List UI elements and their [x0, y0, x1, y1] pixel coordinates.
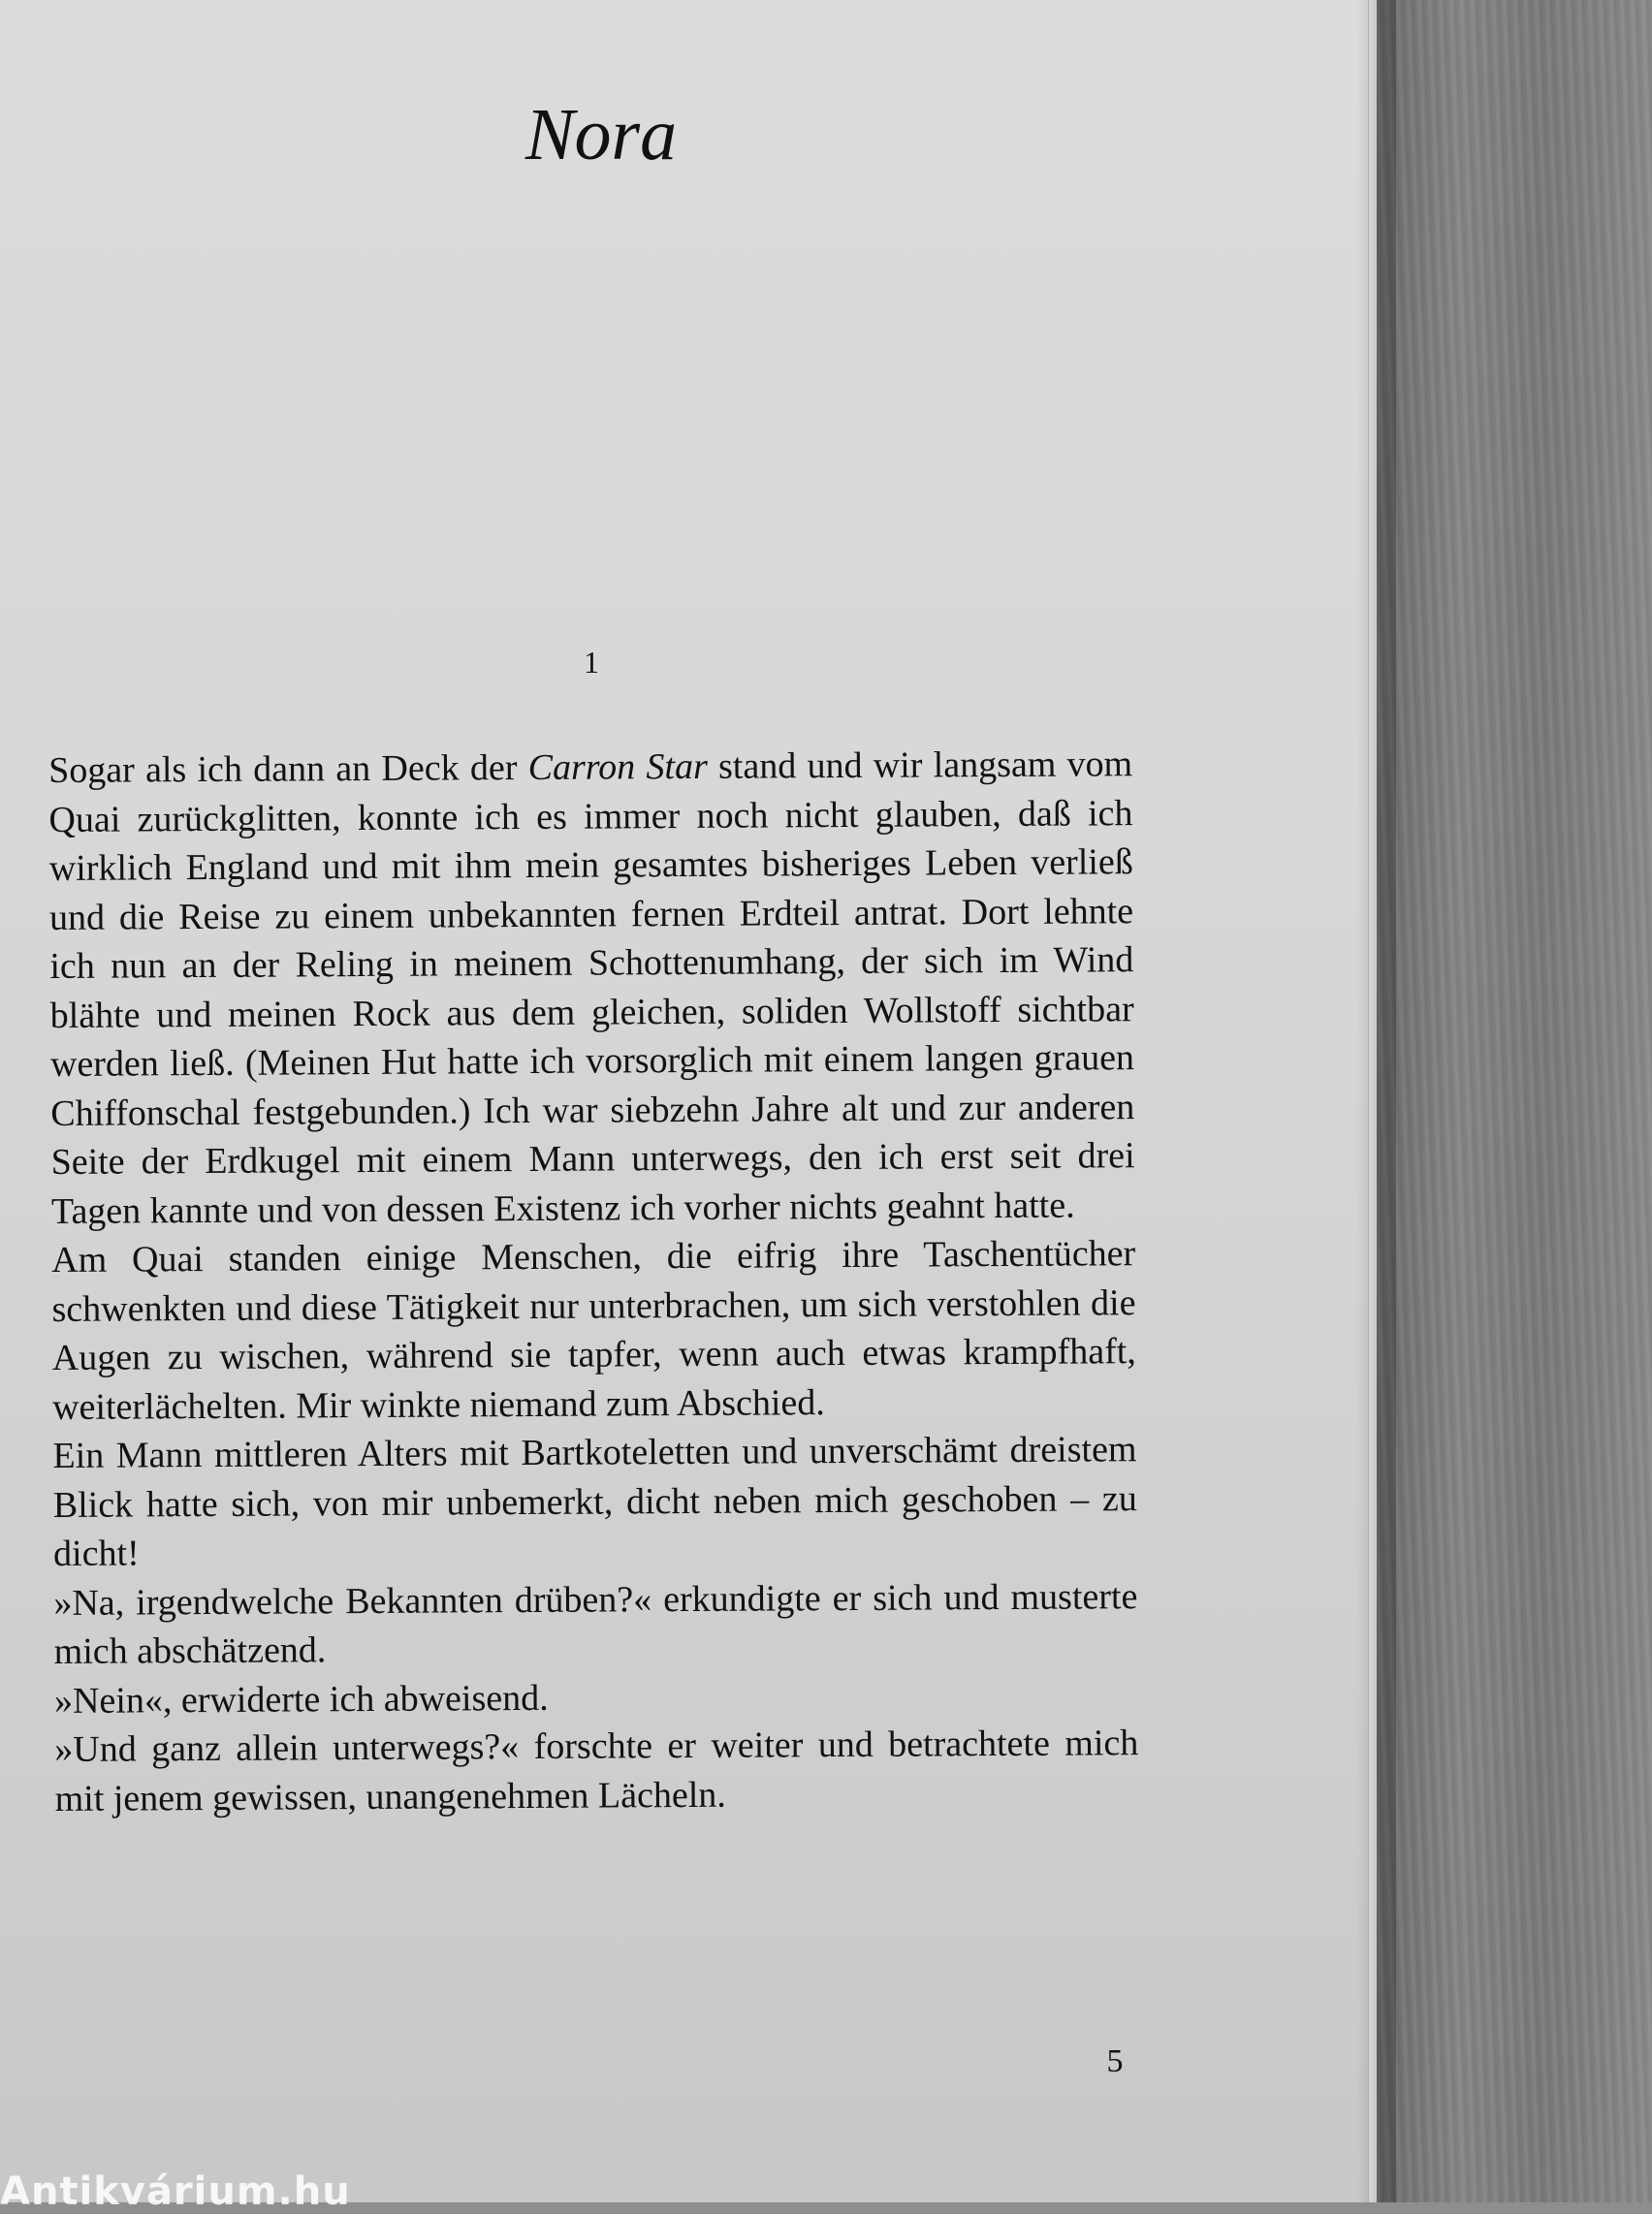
paragraph: Sogar als ich dann an Deck der Carron Star stand und wir langsam vom Quai zurückglitten, konnte ich es immer noch nicht glauben, daß ich wirklich England und mit ihm mein gesamtes bisheriges Leben verließ und die Reise zu einem unbekannten fernen Erdteil antrat. Dort lehnte ich nun an der Reling in meinem Schottenumhang, der sich im Wind blähte und meinen Rock aus dem gleichen, soliden Wollstoff sichtbar werden ließ. (Meinen Hut hatte ich vorsorglich mit einem langen grauen Chiffonschal festgebunden.) Ich war siebzehn Jahre alt und zur anderen Seite der Erdkugel mit einem Mann unterwegs, den ich erst seit drei Tagen kannte und von dessen Existenz ich vorher nichts geahnt hatte.	[48, 743, 1135, 1232]
table-surface	[1377, 0, 1652, 2202]
paragraph: »Na, irgendwelche Bekannten drüben?« erkundigte er sich und musterte mich abschätzend.	[53, 1575, 1138, 1672]
paragraph: Am Quai standen einige Menschen, die eifrig ihre Taschentücher schwenkten und diese Tätigkeit nur unterbrachen, um sich verstohlen die Augen zu wischen, während sie tapfer, wenn auch etwas krampfhaft, weiterlächelten. Mir winkte niemand zum Abschied.	[51, 1233, 1136, 1428]
page-edge-shadow	[1357, 0, 1396, 2202]
ship-name: Carron Star	[527, 745, 708, 788]
chapter-number: 1	[584, 645, 599, 680]
paragraph: Ein Mann mittleren Alters mit Bartkoteletten und unverschämt dreistem Blick hatte sich, von mir unbemerkt, dicht neben mich geschoben – zu dicht!	[52, 1429, 1137, 1574]
body-text	[48, 740, 1139, 1823]
chapter-title: Nora	[524, 94, 678, 175]
watermark: Antikvárium.hu	[0, 2169, 351, 2214]
paragraph: »Nein«, erwiderte ich abweisend.	[53, 1677, 549, 1722]
page-number: 5	[1106, 2043, 1124, 2079]
paragraph: »Und ganz allein unterwegs?« forschte er weiter und betrachtete mich mit jenem gewissen, unangenehmen Lächeln.	[54, 1723, 1139, 1819]
